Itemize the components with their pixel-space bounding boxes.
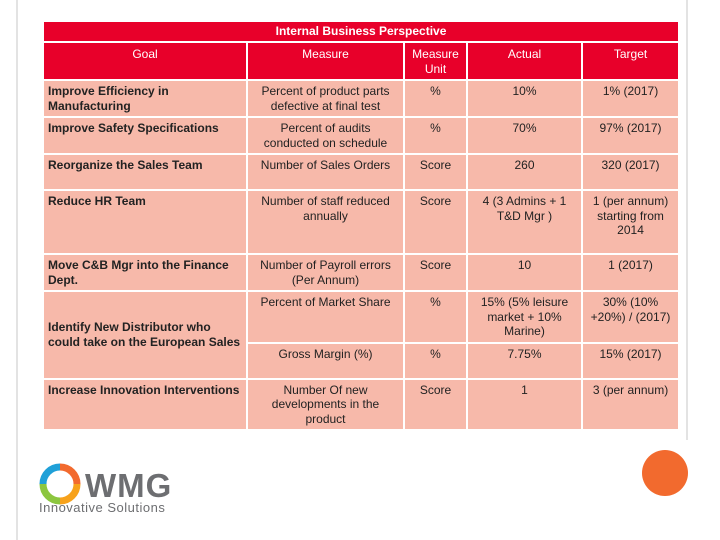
header-actual: Actual — [467, 42, 582, 80]
logo-wordmark: WMG — [85, 467, 173, 504]
unit-cell: % — [404, 343, 467, 379]
decorative-circle — [642, 450, 688, 496]
table-row — [43, 80, 679, 117]
target-cell: 320 (2017) — [582, 154, 679, 190]
header-target: Target — [582, 42, 679, 80]
table-row — [43, 254, 679, 291]
goal-cell: Improve Efficiency in Manufacturing — [43, 80, 247, 117]
measure-cell: Gross Margin (%) — [247, 343, 404, 379]
target-cell: 1 (per annum) starting from 2014 — [582, 190, 679, 254]
unit-cell: Score — [404, 379, 467, 431]
table-header-row — [43, 42, 679, 80]
header-measure: Measure — [247, 42, 404, 80]
actual-cell: 1 — [467, 379, 582, 431]
table-row — [43, 379, 679, 431]
unit-cell: Score — [404, 190, 467, 254]
logo-tagline: Innovative Solutions — [39, 500, 166, 515]
header-measure-unit: Measure Unit — [404, 42, 467, 80]
goal-cell: Improve Safety Specifications — [43, 117, 247, 154]
perspective-table — [42, 20, 680, 431]
unit-cell: Score — [404, 154, 467, 190]
goal-cell: Reduce HR Team — [43, 190, 247, 254]
unit-cell: % — [404, 117, 467, 154]
measure-cell: Number of staff reduced annually — [247, 190, 404, 254]
goal-cell: Identify New Distributor who could take on the European Sales — [43, 291, 247, 379]
actual-cell: 15% (5% leisure market + 10% Marine) — [467, 291, 582, 343]
table-title-row — [43, 21, 679, 42]
table-row — [43, 117, 679, 154]
right-decorative-rule — [686, 0, 688, 440]
measure-cell: Number of Payroll errors (Per Annum) — [247, 254, 404, 291]
table-row — [43, 291, 679, 343]
perspective-table-container — [42, 20, 678, 431]
actual-cell: 70% — [467, 117, 582, 154]
header-goal: Goal — [43, 42, 247, 80]
goal-cell: Reorganize the Sales Team — [43, 154, 247, 190]
target-cell: 15% (2017) — [582, 343, 679, 379]
measure-cell: Number Of new developments in the product — [247, 379, 404, 431]
actual-cell: 10% — [467, 80, 582, 117]
measure-cell: Percent of product parts defective at final test — [247, 80, 404, 117]
actual-cell: 4 (3 Admins + 1 T&D Mgr ) — [467, 190, 582, 254]
target-cell: 97% (2017) — [582, 117, 679, 154]
table-title: Internal Business Perspective — [43, 21, 679, 42]
table-row — [43, 154, 679, 190]
measure-cell: Percent of audits conducted on schedule — [247, 117, 404, 154]
actual-cell: 7.75% — [467, 343, 582, 379]
actual-cell: 260 — [467, 154, 582, 190]
unit-cell: % — [404, 80, 467, 117]
goal-cell: Increase Innovation Interventions — [43, 379, 247, 431]
target-cell: 30% (10% +20%) / (2017) — [582, 291, 679, 343]
target-cell: 1 (2017) — [582, 254, 679, 291]
left-decorative-rule — [16, 0, 18, 540]
actual-cell: 10 — [467, 254, 582, 291]
table-row — [43, 190, 679, 254]
measure-cell: Percent of Market Share — [247, 291, 404, 343]
unit-cell: % — [404, 291, 467, 343]
goal-cell: Move C&B Mgr into the Finance Dept. — [43, 254, 247, 291]
measure-cell: Number of Sales Orders — [247, 154, 404, 190]
target-cell: 3 (per annum) — [582, 379, 679, 431]
target-cell: 1% (2017) — [582, 80, 679, 117]
unit-cell: Score — [404, 254, 467, 291]
